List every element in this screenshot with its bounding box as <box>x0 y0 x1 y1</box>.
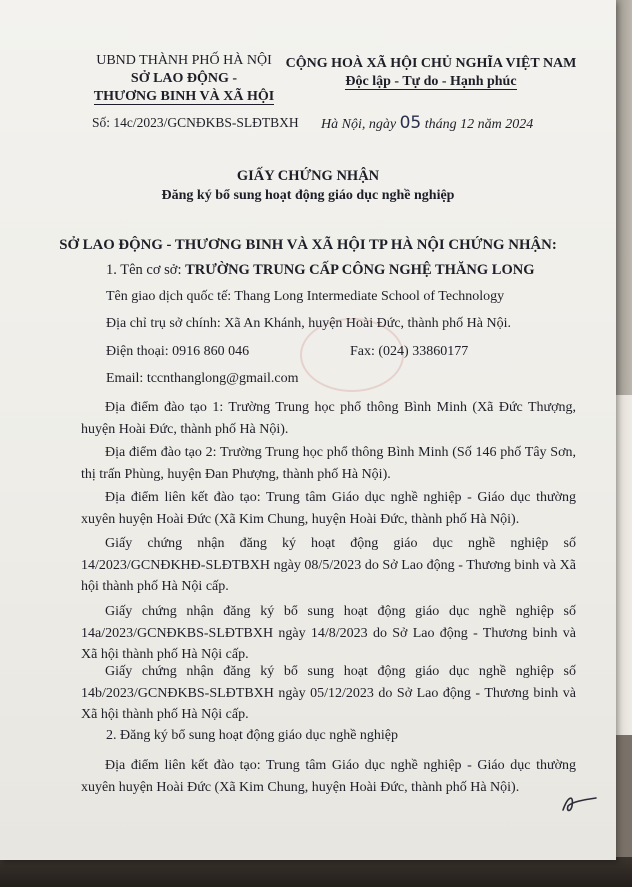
document-title <box>0 166 616 206</box>
issue-date <box>321 113 533 133</box>
issuer-line-1: UBND THÀNH PHỐ HÀ NỘI <box>96 53 272 68</box>
date-month-label: tháng <box>424 117 457 132</box>
national-motto: Độc lập - Tự do - Hạnh phúc <box>345 74 517 89</box>
date-place: Hà Nội, ngày <box>321 117 397 132</box>
training-location-1: Địa điểm đào tạo 1: Trường Trung học phổ thông Bình Minh (Xã Đức Thượng, huyện Hoài Đức, thành phố Hà Nội). <box>81 400 576 437</box>
training-location-2: Địa điểm đào tạo 2: Trường Trung học phổ thông Bình Minh (Số 146 phố Tây Sơn, thị trấn Phùng, huyện Đan Phượng, thành phố Hà Nội). <box>81 445 576 482</box>
certifier-statement: SỞ LAO ĐỘNG - THƯƠNG BINH VÀ XÃ HỘI TP HÀ NỘI CHỨNG NHẬN: <box>59 237 557 253</box>
facility-name: TRƯỜNG TRUNG CẤP CÔNG NGHỆ THĂNG LONG <box>185 262 535 278</box>
issuer-line-2: SỞ LAO ĐỘNG - <box>130 71 238 86</box>
title-sub: Đăng ký bổ sung hoạt động giáo dục nghề nghiệp <box>161 188 455 203</box>
facility-label: 1. Tên cơ sở: <box>106 262 182 278</box>
national-header <box>272 55 590 91</box>
background-floor <box>0 857 632 887</box>
head-office-address: Địa chỉ trụ sở chính: Xã An Khánh, huyện Hoài Đức, thành phố Hà Nội. <box>106 316 511 331</box>
email-address: Email: tccnthanglong@gmail.com <box>106 371 299 386</box>
supplement-14a-note: Giấy chứng nhận đăng ký bổ sung hoạt động giáo dục nghề nghiệp số 14a/2023/GCNĐKBS-SLĐTBXH ngày 14/8/2023 do Sở Lao động - Thương binh và Xã hội thành phố Hà Nội cấp. <box>81 604 576 662</box>
date-year: 2024 <box>505 117 534 132</box>
phone-number: Điện thoại: 0916 860 046 <box>106 344 250 359</box>
supplement-14b-note: Giấy chứng nhận đăng ký bổ sung hoạt động giáo dục nghề nghiệp số 14b/2023/GCNĐKBS-SLĐTBXH ngày 05/12/2023 do Sở Lao động - Thương binh và Xã hội thành phố Hà Nội cấp. <box>81 664 576 722</box>
date-month: 12 <box>460 117 475 132</box>
section-2-location: Địa điểm liên kết đào tạo: Trung tâm Giáo dục nghề nghiệp - Giáo dục thường xuyên huyện Hoài Đức (Xã Kim Chung, huyện Hoài Đức, thành phố Hà Nội). <box>81 758 576 795</box>
section-2-heading: 2. Đăng ký bổ sung hoạt động giáo dục nghề nghiệp <box>106 728 399 743</box>
date-day: 05 <box>399 113 422 133</box>
partner-training-location: Địa điểm liên kết đào tạo: Trung tâm Giáo dục nghề nghiệp - Giáo dục thường xuyên huyện Hoài Đức (Xã Kim Chung, huyện Hoài Đức, thành phố Hà Nội). <box>81 490 576 527</box>
date-year-label: năm <box>477 117 502 132</box>
reference-number: Số: 14c/2023/GCNĐKBS-SLĐTBXH <box>92 115 299 130</box>
international-name: Tên giao dịch quốc tế: Thang Long Intermediate School of Technology <box>106 289 505 304</box>
background-edge-top <box>614 0 632 395</box>
original-certificate-note: Giấy chứng nhận đăng ký hoạt động giáo dục nghề nghiệp số 14/2023/GCNĐKHĐ-SLĐTBXH ngày 08/5/2023 do Sở Lao động - Thương binh và Xã hội thành phố Hà Nội cấp. <box>81 536 576 594</box>
motto-wrap <box>272 73 590 91</box>
issuer-line-3: THƯƠNG BINH VÀ XÃ HỘI <box>93 89 275 104</box>
issuer-line-3-wrap <box>78 88 290 106</box>
title-main: GIẤY CHỨNG NHẬN <box>236 168 380 184</box>
facility-name-line <box>106 262 534 279</box>
fax-number: Fax: (024) 33860177 <box>350 344 469 359</box>
issuer-block <box>78 52 290 106</box>
initials-mark <box>560 792 600 816</box>
national-name: CỘNG HOÀ XÃ HỘI CHỦ NGHĨA VIỆT NAM <box>285 56 577 71</box>
